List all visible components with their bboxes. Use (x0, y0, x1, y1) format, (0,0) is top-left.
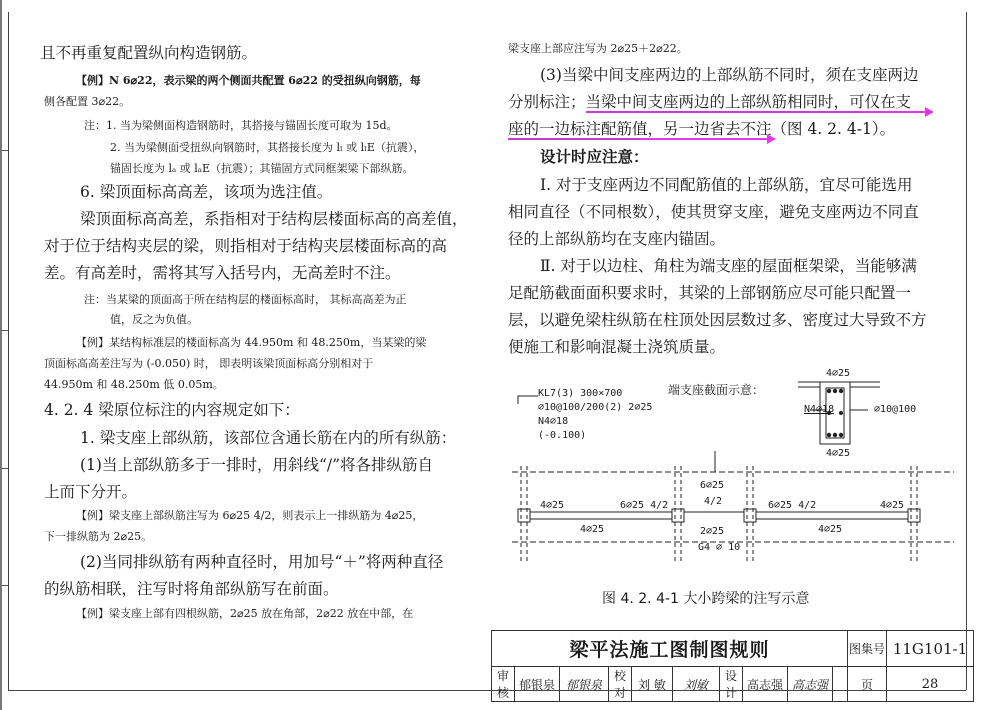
checker-signature: 刘敏 (673, 667, 720, 702)
section-title: 端支座截面示意： (668, 383, 765, 397)
para-line: 1. 梁支座上部纵筋，该部位含通长筋在内的所有纵筋： (80, 429, 457, 447)
rebar-label: 6⌀25 4/2 (768, 500, 817, 511)
example-text: 【例】某结构标准层的楼面标高为 44.950m 和 48.250m，当某梁的梁 (76, 336, 427, 349)
section-bar (839, 433, 843, 437)
example-text: 下一排纵筋为 2⌀25。 (44, 530, 153, 543)
beam-label: (-0.100) (538, 430, 587, 441)
note-text: 2. 当为梁侧面受扭纵向钢筋时，其搭接长度为 lₗ 或 lₗE（抗震）， (110, 141, 425, 154)
rebar-label: 6⌀25 4/2 (620, 500, 669, 511)
highlight-arrow (860, 111, 926, 113)
section-label: N4⌀18 (804, 404, 835, 415)
highlight-arrow (640, 138, 768, 140)
para-line: 且不再重复配置纵向构造钢筋。 (40, 44, 258, 62)
column-3 (744, 509, 756, 522)
title-block (491, 630, 974, 702)
para-line: 足配筋截面面积要求时，其梁的上部钢筋应尽可能只配置一 (508, 284, 912, 302)
para-line: 差。有高差时，需将其写入括号内，无高差时不注。 (44, 264, 401, 282)
section-heading: 6. 梁顶面标高高差，该项为选注值。 (80, 183, 333, 201)
section-heading: 设计时应注意： (540, 147, 649, 166)
beam-label: KL7(3) 300×700 (538, 388, 623, 399)
design-label: 设计 (720, 667, 743, 702)
note-text: 锚固长度为 lₐ 或 lₐE（抗震）；其锚固方式同框架梁下部纵筋。 (110, 162, 414, 175)
section-bar (839, 389, 843, 393)
para-line: 上而下分开。 (44, 483, 138, 501)
beam-label: N4⌀18 (538, 416, 569, 427)
example-text: 【例】N 6⌀22，表示梁的两个侧面共配置 6⌀22 的受扭纵向钢筋，每 (76, 74, 421, 87)
example-text: 【例】梁支座上部有四根纵筋，2⌀25 放在角部，2⌀22 放在中部，在 (76, 607, 414, 620)
beam-diagram (508, 356, 958, 588)
note-text: 值，反之为负值。 (110, 313, 198, 326)
section-heading: 4. 2. 4 梁原位标注的内容规定如下： (44, 401, 300, 419)
section-bar (827, 389, 831, 393)
section-label: ⌀10@100 (874, 404, 917, 415)
para-line: 座的一边标注配筋值，另一边省去不注（图 4. 2. 4-1）。 (508, 120, 896, 138)
rebar-label: G4 ⌀ 10 (698, 542, 741, 553)
section-bar (833, 433, 837, 437)
example-text: 44.950m 和 48.250m 低 0.05m。 (44, 378, 224, 391)
note-text: 注：当某梁的顶面高于所在结构层的楼面标高时， 其标高高差为正 (84, 293, 407, 306)
checker-name: 刘 敏 (632, 667, 673, 702)
example-text: 顶面标高高差注写为 (-0.050) 时， 即表明该梁顶面标高分别相对于 (44, 357, 374, 370)
rebar-label: 4⌀25 (880, 500, 905, 511)
page-number: 28 (887, 667, 974, 702)
rebar-label: 2⌀25 (700, 526, 725, 537)
para-line: 梁顶面标高高差，系指相对于结构层楼面标高的高差值， (80, 210, 468, 228)
rebar-label: 4⌀25 (580, 524, 605, 535)
rebar-label: 4⌀25 (818, 524, 843, 535)
para-line: 的纵筋相联，注写时将角部纵筋写在前面。 (44, 580, 339, 598)
column-2 (672, 509, 684, 522)
note-text: 注：1. 当为梁侧面构造钢筋时，其搭接与锚固长度可取为 15d。 (84, 119, 398, 132)
para-line: (1)当上部纵筋多于一排时，用斜线“/”将各排纵筋自 (80, 456, 434, 474)
para-line: 便施工和影响混凝土浇筑质量。 (508, 338, 726, 356)
para-line: 分别标注；当梁中间支座两边的上部纵筋相同时，可仅在支 (508, 93, 912, 111)
page-frame-left (8, 12, 9, 690)
atlas-label: 图集号 (848, 631, 887, 667)
para-line: (2)当同排纵筋有两种直径时，用加号“＋”将两种直径 (80, 553, 444, 571)
example-text: 【例】梁支座上部纵筋注写为 6⌀25 4/2，则表示上一排纵筋为 4⌀25， (76, 509, 424, 522)
check-label: 校对 (609, 667, 632, 702)
highlighted-text: 座的一边标注配筋值，另一边省去不注 (508, 120, 772, 138)
para-line: (3)当梁中间支座两边的上部纵筋不同时，须在支座两边 (540, 66, 919, 84)
drawing-title: 梁平法施工图制图规则 (492, 631, 848, 667)
para-line: Ⅱ. 对于以边柱、角柱为端支座的屋面框架梁，当能够满 (540, 257, 917, 275)
section-bar (827, 433, 831, 437)
leader-line (518, 396, 538, 404)
column-4 (908, 509, 920, 522)
beam-label: ⌀10@100/200(2) 2⌀25 (538, 402, 653, 413)
para-line: Ⅰ. 对于支座两边不同配筋值的上部纵筋，宜尽可能选用 (540, 176, 913, 194)
designer-name: 高志强 (743, 667, 788, 702)
designer-signature: 高志强 (788, 667, 833, 702)
review-label: 审核 (492, 667, 515, 702)
atlas-number: 11G101-1 (887, 631, 974, 667)
section-label: 4⌀25 (826, 368, 851, 379)
section-label: 4⌀25 (826, 448, 851, 459)
rebar-label: 4⌀25 (540, 500, 565, 511)
example-text: 侧各配置 3⌀22。 (44, 95, 131, 108)
para-line: 层，以避免梁柱纵筋在柱顶处因层数过多、密度过大导致不方 (508, 311, 927, 329)
highlighted-text: 当梁中间支座两边的上部纵筋相同时，可仅在支 (585, 93, 912, 111)
rebar-label: 6⌀25 (700, 480, 725, 491)
section-bar (833, 389, 837, 393)
para-line: 径的上部纵筋均在支座内锚固。 (508, 230, 726, 248)
section-bar (839, 411, 843, 415)
column-1 (518, 509, 530, 522)
example-text: 梁支座上部应注写为 2⌀25＋2⌀22。 (508, 42, 688, 55)
para-line: 相同直径（不同根数），使其贯穿支座，避免支座两边不同直 (508, 203, 919, 221)
reviewer-name: 郁银泉 (515, 667, 560, 702)
para-line: 对于位于结构夹层的梁，则指相对于结构夹层楼面标高的高 (44, 237, 448, 255)
figure-caption: 图 4. 2. 4-1 大小跨梁的注写示意 (602, 591, 810, 607)
reviewer-signature: 郁银泉 (560, 667, 609, 702)
rebar-label: 4/2 (704, 496, 723, 507)
page-frame-right (966, 12, 967, 690)
page-label: 页 (848, 667, 887, 702)
